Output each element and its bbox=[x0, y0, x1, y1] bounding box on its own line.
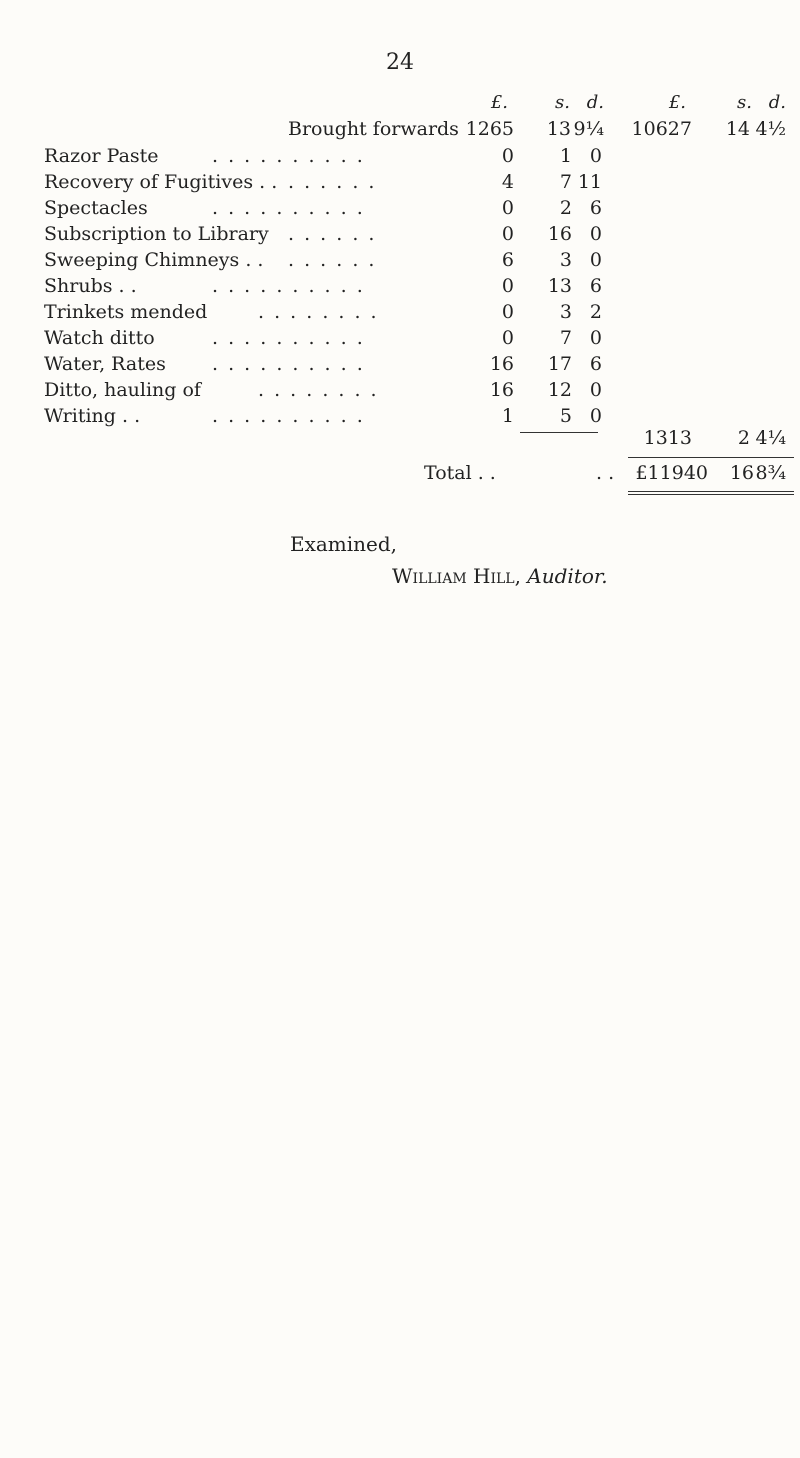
item-pence: 0 bbox=[589, 405, 602, 427]
total-rule-bottom-1 bbox=[628, 491, 794, 492]
bf-pence-2: 4½ bbox=[755, 118, 786, 140]
item-label: Watch ditto bbox=[44, 327, 155, 349]
item-dots: . . . . . . . . bbox=[258, 301, 379, 323]
bf-shillings-1: 13 bbox=[546, 118, 571, 140]
subtotal-pence: 4¼ bbox=[755, 427, 786, 449]
total-pounds: £11940 bbox=[635, 462, 708, 484]
item-label: Recovery of Fugitives . . bbox=[44, 171, 278, 193]
item-pounds: 0 bbox=[501, 275, 514, 297]
header-pence-1: d. bbox=[586, 92, 604, 113]
item-label: Sweeping Chimneys . . bbox=[44, 249, 264, 271]
item-label: Ditto, hauling of bbox=[44, 379, 201, 401]
item-shillings: 12 bbox=[547, 379, 572, 401]
item-shillings: 3 bbox=[559, 249, 572, 271]
bf-pounds-1: 1265 bbox=[465, 118, 514, 140]
item-pounds: 1 bbox=[501, 405, 514, 427]
item-pounds: 0 bbox=[501, 197, 514, 219]
item-pounds: 16 bbox=[489, 379, 514, 401]
bf-shillings-2: 14 bbox=[725, 118, 750, 140]
item-pence: 2 bbox=[589, 301, 602, 323]
item-pence: 0 bbox=[589, 145, 602, 167]
item-shillings: 2 bbox=[559, 197, 572, 219]
item-pence: 6 bbox=[589, 275, 602, 297]
item-pence: 0 bbox=[589, 223, 602, 245]
header-shillings-1: s. bbox=[555, 92, 570, 113]
page-number: 24 bbox=[386, 50, 414, 75]
column-rule bbox=[520, 432, 598, 433]
item-shillings: 7 bbox=[559, 327, 572, 349]
item-pounds: 16 bbox=[489, 353, 514, 375]
item-dots: . . . . . . bbox=[288, 171, 377, 193]
item-dots: . . . . . . bbox=[288, 223, 377, 245]
item-dots: . . . . . . . . . . bbox=[212, 275, 365, 297]
header-pence-2: d. bbox=[768, 92, 786, 113]
header-pounds-2: £. bbox=[668, 92, 686, 113]
item-pounds: 6 bbox=[501, 249, 514, 271]
item-shillings: 16 bbox=[547, 223, 572, 245]
item-shillings: 13 bbox=[547, 275, 572, 297]
item-pence: 0 bbox=[589, 327, 602, 349]
subtotal-pounds: 1313 bbox=[643, 427, 692, 449]
total-label: Total . . bbox=[424, 462, 496, 484]
item-pence: 6 bbox=[589, 353, 602, 375]
item-dots: . . . . . . bbox=[288, 249, 377, 271]
auditor-title: Auditor. bbox=[527, 564, 608, 588]
item-pounds: 0 bbox=[501, 301, 514, 323]
bf-pounds-2: 10627 bbox=[631, 118, 692, 140]
item-pence: 11 bbox=[577, 171, 602, 193]
item-shillings: 1 bbox=[559, 145, 572, 167]
item-pence: 6 bbox=[589, 197, 602, 219]
total-dots: . . bbox=[596, 462, 615, 484]
auditor-name: William Hill, bbox=[392, 564, 521, 588]
item-dots: . . . . . . . . . . bbox=[212, 405, 365, 427]
item-dots: . . . . . . . . . . bbox=[212, 197, 365, 219]
item-label: Razor Paste bbox=[44, 145, 159, 167]
item-pounds: 0 bbox=[501, 223, 514, 245]
item-pounds: 0 bbox=[501, 327, 514, 349]
total-pence: 8¾ bbox=[755, 462, 786, 484]
auditor-signature bbox=[392, 564, 608, 588]
item-label: Writing . . bbox=[44, 405, 141, 427]
item-shillings: 3 bbox=[559, 301, 572, 323]
bf-pence-1: 9¼ bbox=[573, 118, 604, 140]
header-shillings-2: s. bbox=[737, 92, 752, 113]
item-dots: . . . . . . . . . . bbox=[212, 327, 365, 349]
item-dots: . . . . . . . . . . bbox=[212, 145, 365, 167]
subtotal-shillings: 2 bbox=[737, 427, 750, 449]
examined-text: Examined, bbox=[290, 532, 398, 556]
item-label: Trinkets mended bbox=[44, 301, 208, 323]
item-label: Spectacles bbox=[44, 197, 148, 219]
item-dots: . . . . . . . . . . bbox=[212, 353, 365, 375]
item-pounds: 4 bbox=[501, 171, 514, 193]
item-pounds: 0 bbox=[501, 145, 514, 167]
item-shillings: 7 bbox=[559, 171, 572, 193]
item-pence: 0 bbox=[589, 249, 602, 271]
item-dots: . . . . . . . . bbox=[258, 379, 379, 401]
item-label: Water, Rates bbox=[44, 353, 166, 375]
item-label: Shrubs . . bbox=[44, 275, 137, 297]
item-shillings: 5 bbox=[559, 405, 572, 427]
brought-forward-label: Brought forwards bbox=[288, 118, 459, 140]
total-shillings: 16 bbox=[729, 462, 754, 484]
total-rule-top bbox=[628, 457, 794, 458]
item-label: Subscription to Library bbox=[44, 223, 269, 245]
item-pence: 0 bbox=[589, 379, 602, 401]
header-pounds-1: £. bbox=[490, 92, 508, 113]
total-rule-bottom-2 bbox=[628, 494, 794, 495]
item-shillings: 17 bbox=[547, 353, 572, 375]
